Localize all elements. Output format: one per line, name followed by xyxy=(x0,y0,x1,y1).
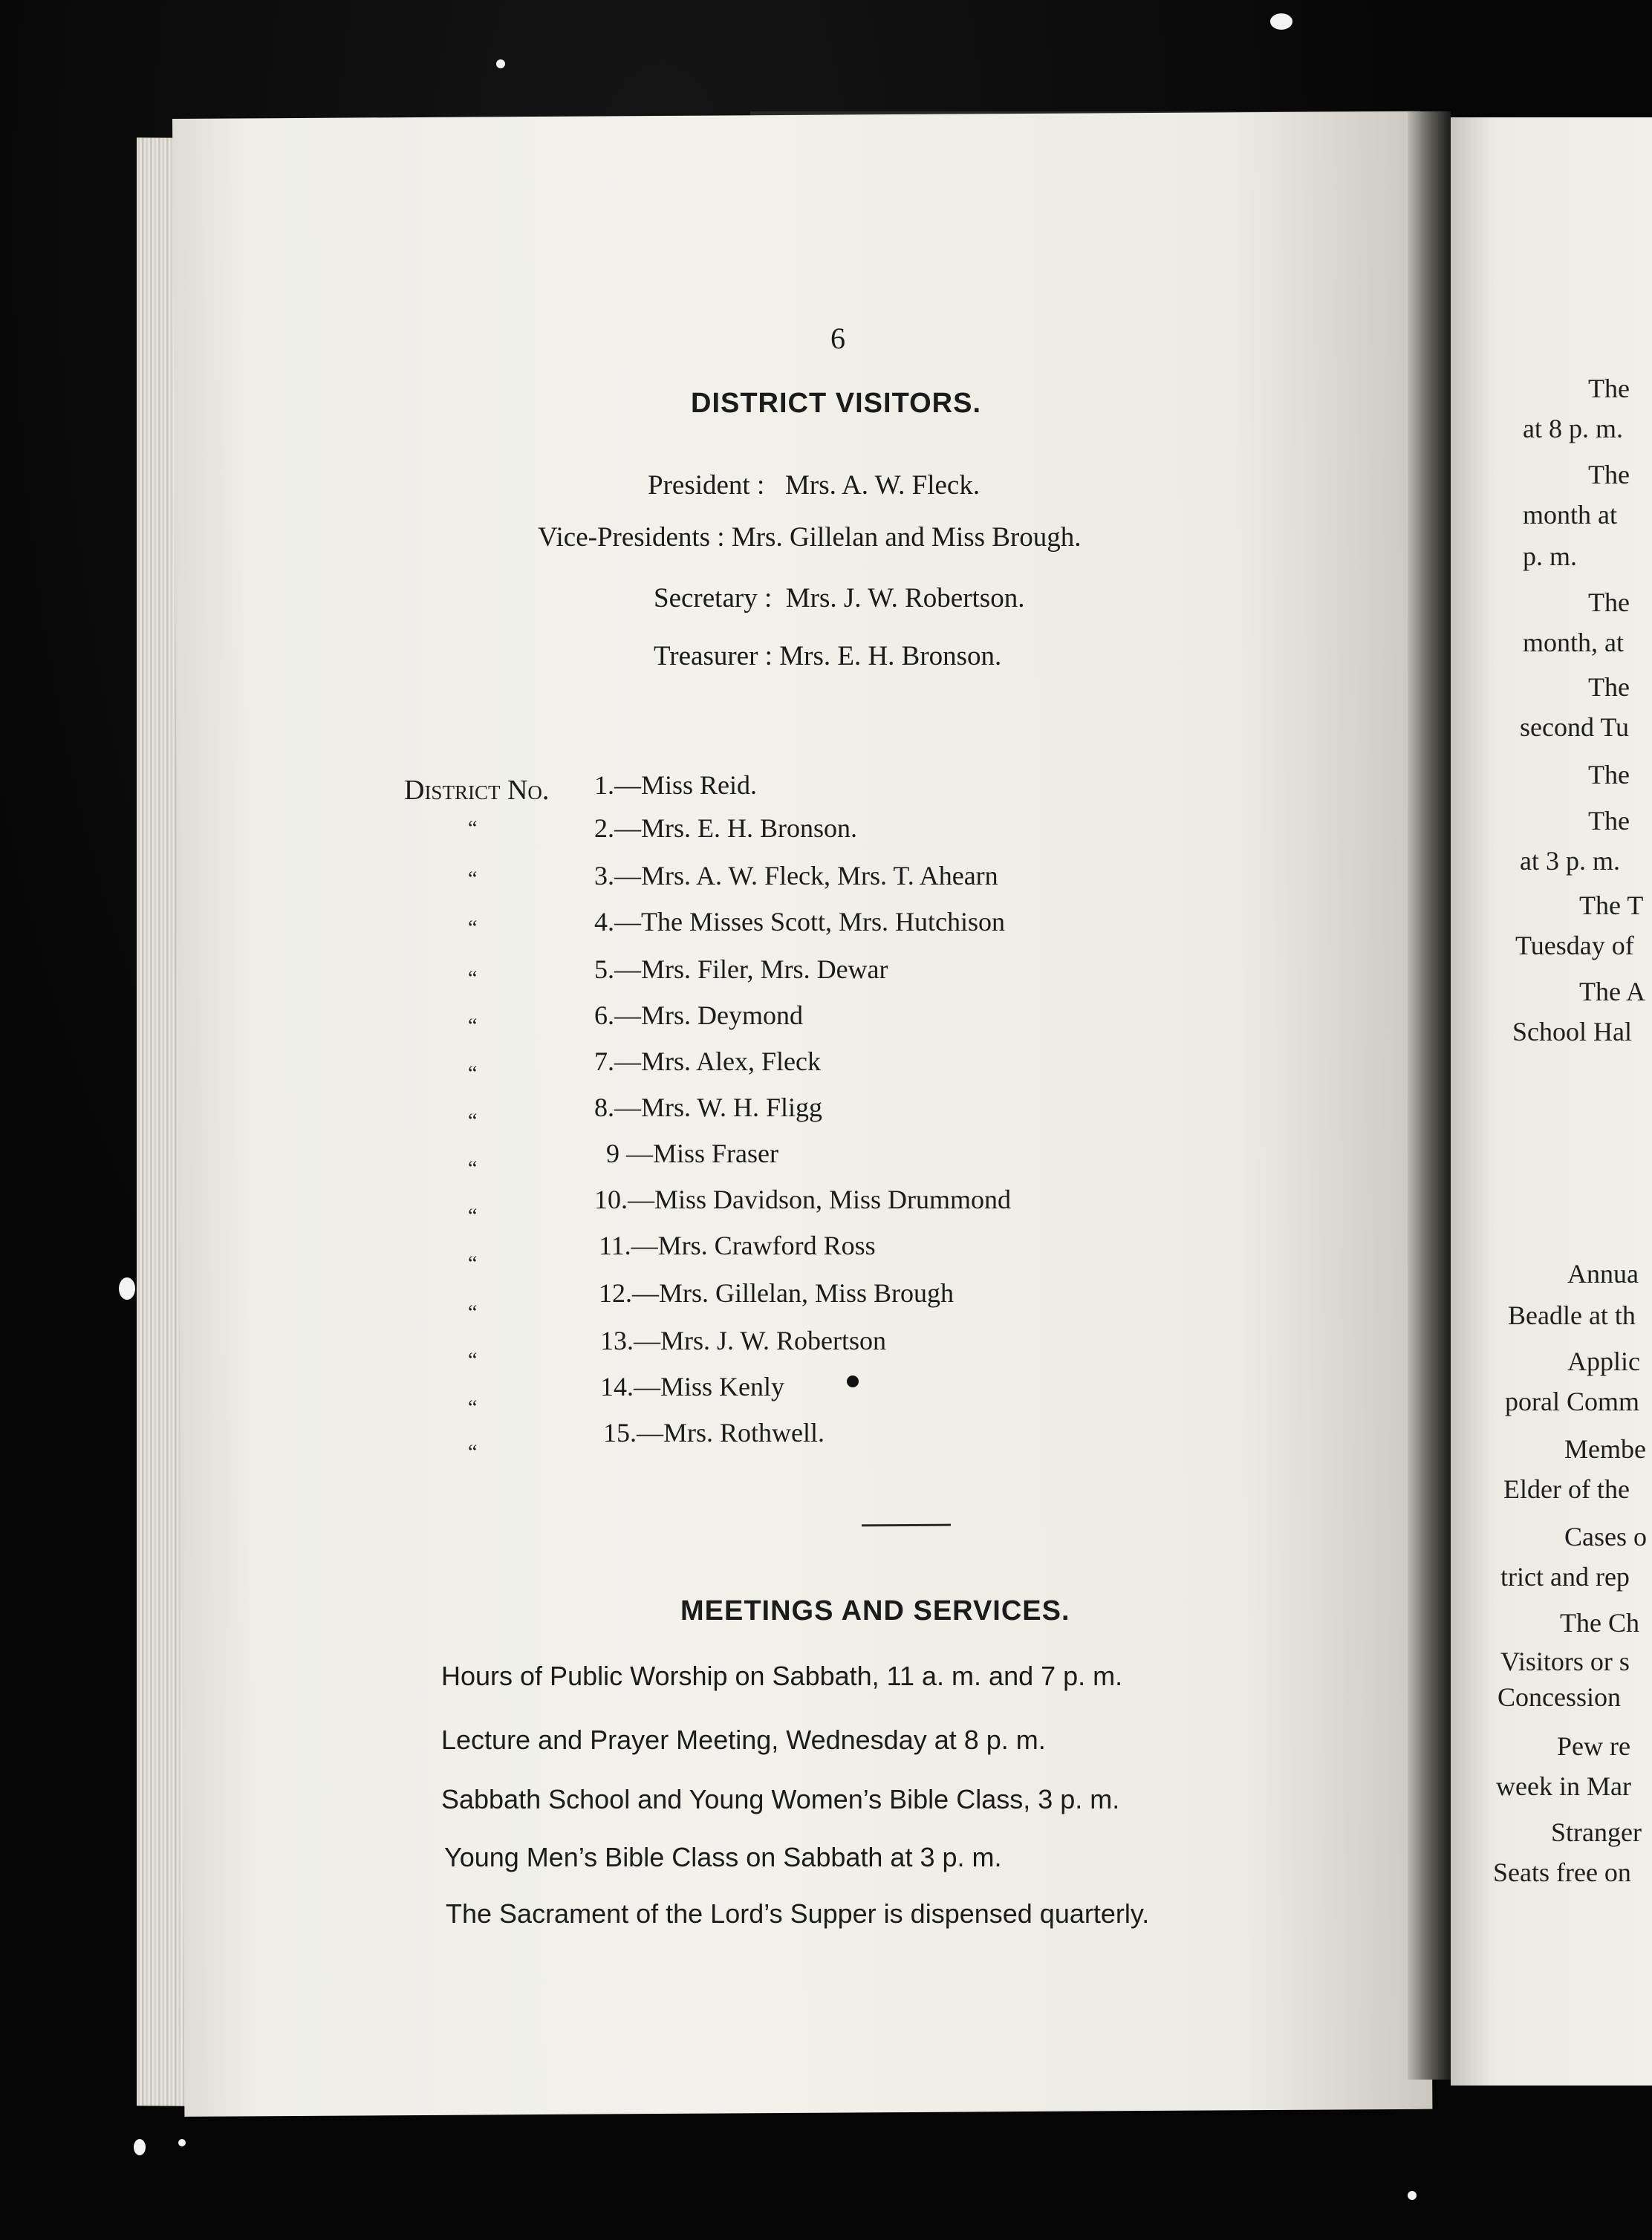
district-number: 10. xyxy=(594,1185,628,1214)
district-row xyxy=(603,1417,825,1448)
district-row xyxy=(594,860,998,891)
district-number: 2. xyxy=(594,813,614,843)
district-number: 11. xyxy=(599,1231,631,1260)
facing-page-fragment: Seats free on xyxy=(1493,1858,1631,1887)
district-visitors: —Miss Fraser xyxy=(620,1139,778,1168)
district-visitors: —Mrs. J. W. Robertson xyxy=(634,1326,887,1355)
facing-page-fragment: month, at xyxy=(1523,628,1624,657)
service-line: Lecture and Prayer Meeting, Wednesday at 8 p. m. xyxy=(441,1725,1046,1755)
district-row xyxy=(594,906,1005,937)
facing-page-fragment: The xyxy=(1588,374,1630,403)
district-row xyxy=(600,1325,886,1356)
ditto-mark: “ xyxy=(468,1396,478,1419)
facing-page-fragment: week in Mar xyxy=(1496,1771,1631,1801)
district-number: 3. xyxy=(594,861,614,891)
facing-page-fragment: The xyxy=(1588,587,1630,617)
officer-name: Mrs. J. W. Robertson. xyxy=(785,583,1025,613)
officer-name: Mrs. Gillelan and Miss Brough. xyxy=(731,522,1082,553)
district-visitors: —Mrs. Gillelan, Miss Brough xyxy=(632,1278,955,1308)
district-visitors: —Miss Davidson, Miss Drummond xyxy=(628,1185,1012,1214)
district-row xyxy=(594,813,857,844)
officer-role: Secretary : xyxy=(654,583,773,613)
facing-page-fragment: second Tu xyxy=(1520,712,1630,742)
officer-role: Treasurer : xyxy=(654,641,773,671)
facing-page-fragment: The xyxy=(1588,672,1630,702)
district-number: 15. xyxy=(603,1418,637,1448)
district-number: 8. xyxy=(594,1093,614,1122)
facing-page-fragment: The Ch xyxy=(1560,1608,1639,1638)
facing-page-fragment: at 8 p. m. xyxy=(1523,414,1623,443)
district-visitors: —Mrs. Deymond xyxy=(614,1000,803,1030)
district-number: 6. xyxy=(594,1000,614,1030)
facing-page-fragment: poral Comm xyxy=(1505,1387,1639,1416)
facing-page-fragment: Visitors or s xyxy=(1500,1647,1630,1676)
ink-blot xyxy=(847,1375,859,1387)
facing-page-fragment: The T xyxy=(1579,891,1644,920)
district-number: 12. xyxy=(599,1278,632,1308)
district-no-label: District No. xyxy=(404,775,550,806)
officer-name: Mrs. E. H. Bronson. xyxy=(779,641,1002,671)
ditto-mark: “ xyxy=(468,916,478,940)
district-row xyxy=(594,1092,822,1123)
service-line: Sabbath School and Young Women’s Bible Class, 3 p. m. xyxy=(441,1784,1120,1814)
district-visitors: —Miss Kenly xyxy=(634,1372,785,1401)
facing-page-fragment: p. m. xyxy=(1523,541,1578,571)
ditto-mark: “ xyxy=(468,817,478,840)
district-row xyxy=(594,1000,803,1031)
facing-page-fragment: Cases o xyxy=(1564,1522,1647,1552)
facing-page-fragment: Membe xyxy=(1564,1434,1646,1464)
district-visitors: —Mrs. Crawford Ross xyxy=(631,1231,876,1260)
facing-page-fragment: month at xyxy=(1523,500,1617,530)
district-row xyxy=(599,1230,876,1261)
facing-page-fragment: trict and rep xyxy=(1500,1562,1630,1592)
facing-page-fragment: Stranger xyxy=(1551,1817,1642,1847)
facing-page-fragment: Pew re xyxy=(1557,1731,1630,1761)
officer-treasurer xyxy=(654,640,1001,672)
district-visitors: —Mrs. Filer, Mrs. Dewar xyxy=(614,954,888,984)
service-line: Young Men’s Bible Class on Sabbath at 3 p. m. xyxy=(444,1842,1002,1872)
district-visitors: —Mrs. A. W. Fleck, Mrs. T. Ahearn xyxy=(614,861,998,891)
facing-page-fragment: The xyxy=(1588,460,1630,489)
district-visitors: —Miss Reid. xyxy=(614,770,758,800)
district-row xyxy=(594,1046,821,1077)
district-row xyxy=(594,1184,1011,1215)
ditto-mark: “ xyxy=(468,1441,478,1464)
facing-page-fragment: Concession xyxy=(1497,1682,1621,1712)
district-number: 5. xyxy=(594,954,614,984)
facing-page-fragment: Elder of the xyxy=(1503,1474,1630,1504)
district-visitors-heading: DISTRICT VISITORS. xyxy=(691,388,982,419)
district-visitors: —Mrs. E. H. Bronson. xyxy=(614,813,858,843)
facing-page-fragment: The xyxy=(1588,806,1630,836)
district-number: 1. xyxy=(594,770,614,800)
officer-vice-presidents xyxy=(538,521,1082,553)
officer-role: Vice-Presidents : xyxy=(538,522,725,553)
district-row xyxy=(606,1138,778,1169)
ditto-mark: “ xyxy=(468,867,478,891)
service-line: Hours of Public Worship on Sabbath, 11 a. m. and 7 p. m. xyxy=(441,1661,1123,1691)
district-row xyxy=(599,1277,954,1309)
officer-president xyxy=(648,469,980,501)
ditto-mark: “ xyxy=(468,1205,478,1228)
facing-page-fragment: Tuesday of xyxy=(1515,931,1634,960)
ditto-mark: “ xyxy=(468,1252,478,1275)
page-number: 6 xyxy=(830,322,845,355)
ditto-mark: “ xyxy=(468,1110,478,1133)
district-visitors: —Mrs. Alex, Fleck xyxy=(614,1046,821,1076)
district-visitors: —Mrs. Rothwell. xyxy=(637,1418,825,1448)
officer-name: Mrs. A. W. Fleck. xyxy=(784,470,981,501)
district-number: 13. xyxy=(600,1326,634,1355)
facing-page-fragment: The xyxy=(1588,760,1630,789)
district-number: 4. xyxy=(594,907,614,937)
ditto-mark: “ xyxy=(468,1062,478,1085)
officer-role: President : xyxy=(648,470,765,501)
ditto-mark: “ xyxy=(468,967,478,990)
ditto-mark: “ xyxy=(468,1349,478,1372)
section-divider xyxy=(862,1524,951,1527)
ditto-mark: “ xyxy=(468,1015,478,1038)
ditto-mark: “ xyxy=(468,1301,478,1324)
service-line: The Sacrament of the Lord’s Supper is dispensed quarterly. xyxy=(446,1898,1150,1929)
facing-page-fragment: School Hal xyxy=(1512,1017,1632,1046)
district-visitors: —Mrs. W. H. Fligg xyxy=(614,1093,823,1122)
facing-page-fragment: Applic xyxy=(1567,1347,1640,1376)
ditto-mark: “ xyxy=(468,1157,478,1180)
officer-secretary xyxy=(654,582,1024,614)
district-row xyxy=(594,769,757,801)
facing-page-fragment: at 3 p. m. xyxy=(1520,846,1620,876)
district-row xyxy=(600,1371,784,1402)
meetings-heading: MEETINGS AND SERVICES. xyxy=(680,1595,1070,1627)
district-row xyxy=(594,954,888,985)
district-number: 7. xyxy=(594,1046,614,1076)
district-number: 9 xyxy=(606,1139,620,1168)
facing-page-fragment: Beadle at th xyxy=(1508,1300,1636,1330)
district-number: 14. xyxy=(600,1372,634,1401)
facing-page-fragment: Annua xyxy=(1567,1259,1639,1289)
district-visitors: —The Misses Scott, Mrs. Hutchison xyxy=(614,907,1005,937)
facing-page-fragment: The A xyxy=(1579,977,1645,1006)
